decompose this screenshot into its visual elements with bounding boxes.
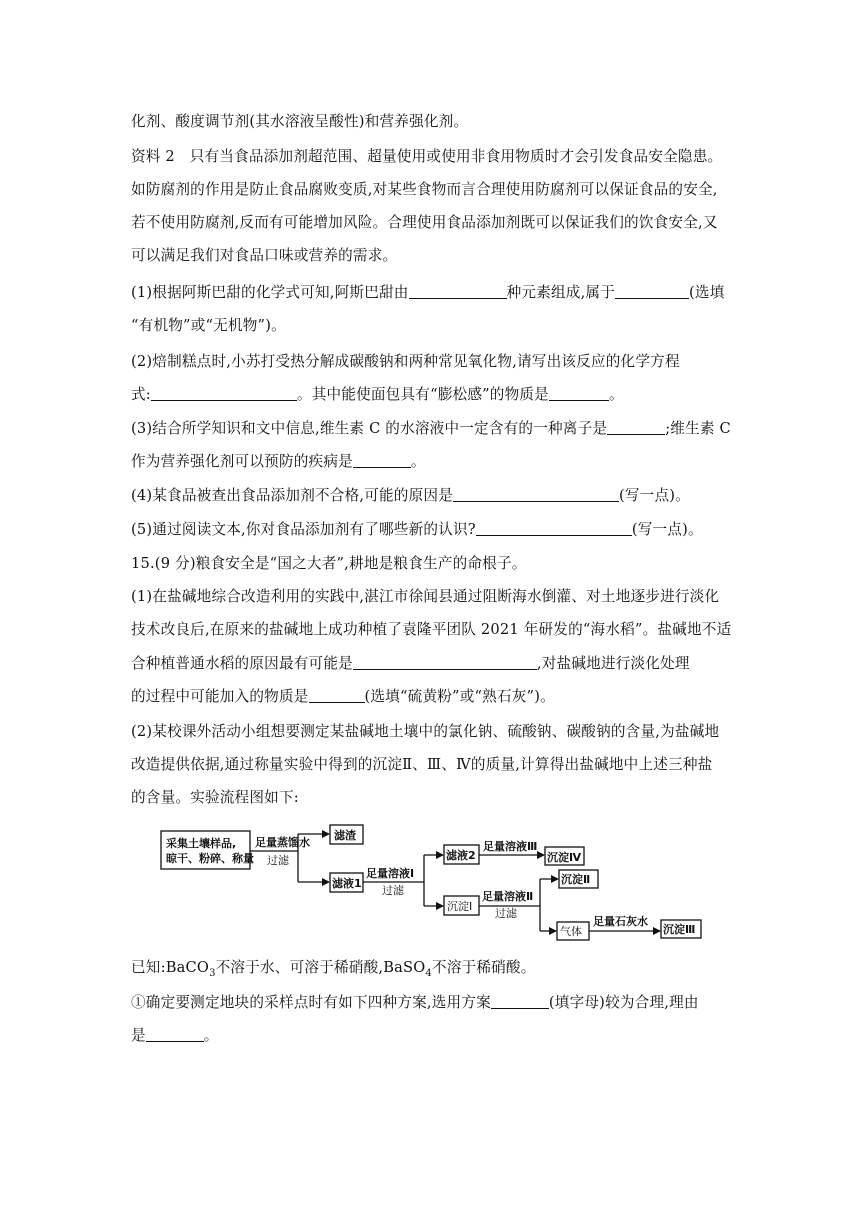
question-text: (填字母)较为合理,理由 [548,994,699,1011]
step4-reagent-label: 足量溶液Ⅱ [482,890,534,903]
question-text: (5)通过阅读文本,你对食品添加剂有了哪些新的认识? [131,521,476,538]
answer-blank[interactable] [491,993,549,1009]
step4-filter-label: 过滤 [495,907,517,920]
question-text: 的过程中可能加入的物质是 [131,688,309,705]
known-text: 已知:BaCO [131,959,210,976]
question-text: 。 [203,1027,219,1044]
sample-label-2: 晾干、粉碎、称量 [166,852,254,865]
material-2-heading: 资料 2 只有当食品添加剂超范围、超量使用或使用非食用物质时才会引发食品安全隐患。 [131,148,723,165]
subscript: 3 [209,967,216,979]
step1-reagent-label: 足量蒸馏水 [255,836,310,849]
question-text: “有机物”或“无机物”)。 [131,317,286,334]
question-text: (1)在盐碱地综合改造利用的实践中,湛江市徐闻县通过阻断海水倒灌、对土地逐步进行淡化 [131,588,720,605]
precipitate3-label: 沉淀Ⅲ [663,923,696,936]
question-text: 技术改良后,在原来的盐碱地上成功种植了袁隆平团队 2021 年研发的“海水稻”。盐碱地不适 [131,621,732,638]
paragraph-text: 若不使用防腐剂,反而有可能增加风险。合理使用食品添加剂既可以保证我们的饮食安全,又 [131,214,718,231]
known-text: 不溶于稀硝酸。 [431,959,536,976]
question-text: 15.(9 分)粮食安全是“国之大者”,耕地是粮食生产的命根子。 [131,555,527,572]
precipitate1-label: 沉淀Ⅰ [447,900,473,913]
question-text: 式: [131,386,151,403]
text-line [131,1026,219,1046]
question-text: 改造提供依据,通过称量实验中得到的沉淀Ⅱ、Ⅲ、Ⅳ的质量,计算得出盐碱地中上述三种盐 [131,756,713,773]
paragraph-text: 如防腐剂的作用是防止食品腐败变质,对某些食物而言合理使用防腐剂可以保证食品的安全, [131,181,718,198]
question-text: (选填 [689,284,725,301]
gas-label: 气体 [560,925,582,938]
step2-reagent-label: 足量溶液Ⅰ [366,867,415,880]
subscript: 4 [425,967,432,979]
paragraph-text: 可以满足我们对食品口味或营养的需求。 [131,247,398,264]
question-text: 合种植普通水稻的原因最有可能是 [131,655,353,672]
answer-blank[interactable] [146,1026,204,1042]
question-text: (2)焙制糕点时,小苏打受热分解成碳酸钠和两种常见氧化物,请写出该反应的化学方程 [131,353,680,370]
step2-filter-label: 过滤 [382,884,404,897]
question-text: (2)某校课外活动小组想要测定某盐碱地土壤中的氯化钠、硫酸钠、碳酸钠的含量,为盐碱地 [131,723,720,740]
paragraph-text: 化剂、酸度调节剂(其水溶液呈酸性)和营养强化剂。 [131,113,469,130]
question-text: 是 [131,1027,146,1044]
question-text: 作为营养强化剂可以预防的疾病是 [131,453,353,470]
filtrate1-label: 滤液1 [332,877,362,890]
precipitate2-label: 沉淀Ⅱ [561,873,591,886]
question-15-2-1 [131,993,699,1013]
step5-reagent-label: 足量石灰水 [593,915,648,928]
precipitate4-label: 沉淀Ⅳ [547,851,582,864]
residue-label: 滤渣 [334,829,356,842]
question-text: (1)根据阿斯巴甜的化学式可知,阿斯巴甜由 [131,284,409,301]
question-text: (3)结合所学知识和文中信息,维生素 C 的水溶液中一定含有的一种离子是 [131,420,608,437]
step3-reagent-label: 足量溶液Ⅲ [483,840,538,853]
known-info [131,958,536,984]
question-text: 。其中能使面包具有“膨松感”的物质是 [296,386,549,403]
question-text: 。 [410,453,426,470]
question-text: ,对盐碱地进行淡化处理 [536,655,690,672]
sample-label-1: 采集土壤样品, [166,837,237,850]
question-text: (4)某食品被查出食品添加剂不合格,可能的原因是 [131,487,453,504]
known-text: 不溶于水、可溶于稀硝酸,BaSO [215,959,426,976]
question-text: (写一点)。 [619,487,690,504]
question-text: ;维生素 C [665,420,731,437]
question-text: ①确定要测定地块的采样点时有如下四种方案,选用方案 [131,994,491,1011]
filtrate2-label: 滤液2 [446,849,476,862]
question-text: (选填“硫黄粉”或“熟石灰”)。 [364,688,555,705]
question-text: (写一点)。 [631,521,703,538]
question-text: 的含量。实验流程图如下: [131,789,299,806]
question-text: 种元素组成,属于 [506,284,616,301]
question-text: 。 [608,386,624,403]
step1-filter-label: 过滤 [267,854,289,867]
